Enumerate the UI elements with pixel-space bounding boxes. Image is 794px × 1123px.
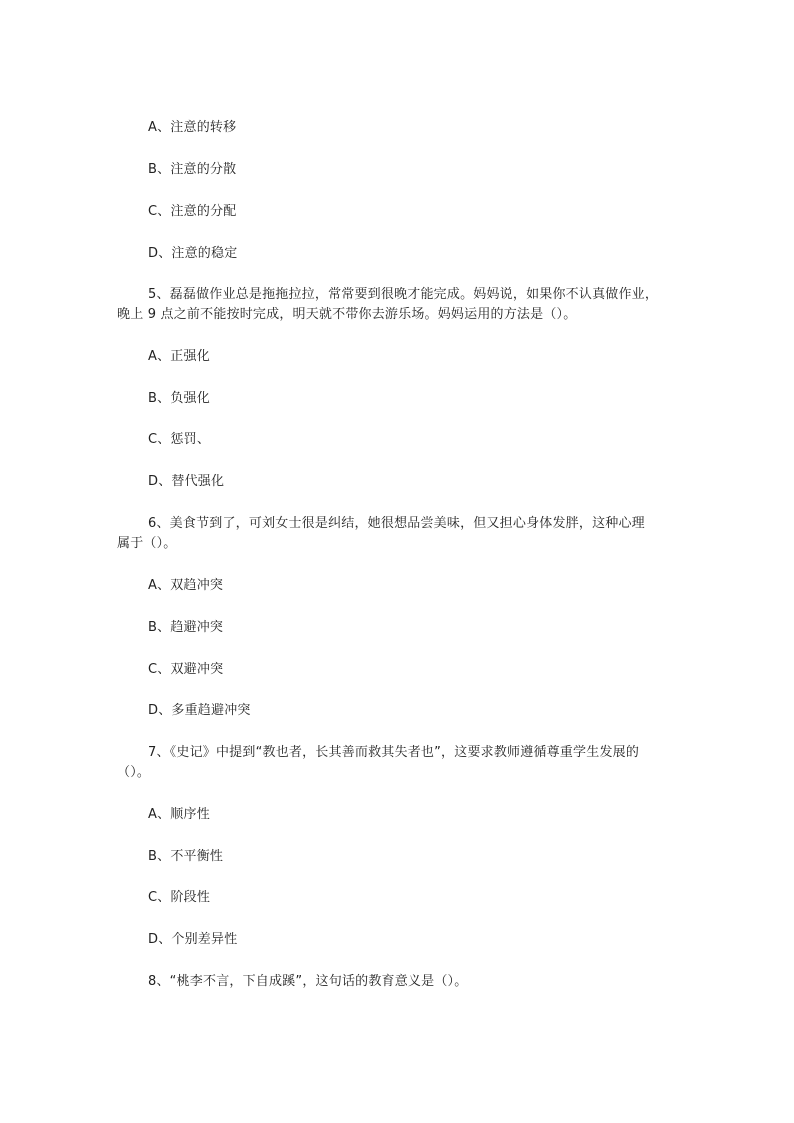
q6-stem-line1: 6、美食节到了，可刘女士很是纠结，她很想品尝美味，但又担心身体发胖，这种心理 [148, 516, 645, 531]
q5-stem-line2: 晚上 9 点之前不能按时完成，明天就不带你去游乐场。妈妈运用的方法是（）。 [117, 307, 577, 322]
q7-option-c: C、阶段性 [148, 890, 211, 905]
q5-option-d: D、替代强化 [148, 474, 225, 489]
q6-stem-line2: 属于（）。 [117, 536, 177, 551]
q4-option-b: B、注意的分散 [148, 162, 237, 177]
q4-option-d: D、注意的稳定 [148, 246, 238, 261]
q5-stem-line1: 5、磊磊做作业总是拖拖拉拉，常常要到很晚才能完成。妈妈说，如果你不认真做作业， [148, 287, 659, 302]
q4-option-a: A、注意的转移 [148, 120, 237, 135]
q7-stem-line2: （）。 [117, 765, 151, 780]
q7-option-b: B、不平衡性 [148, 849, 224, 864]
q7-stem-line1: 7、《史记》中提到“教也者，长其善而救其失者也”，这要求教师遵循尊重学生发展的 [148, 745, 640, 760]
q5-option-c: C、惩罚、 [148, 432, 211, 447]
q6-option-b: B、趋避冲突 [148, 620, 224, 635]
q7-option-a: A、顺序性 [148, 807, 210, 822]
q5-option-a: A、正强化 [148, 349, 210, 364]
q6-option-c: C、双避冲突 [148, 662, 224, 677]
q6-option-a: A、双趋冲突 [148, 578, 224, 593]
q7-option-d: D、个别差异性 [148, 932, 238, 947]
q5-option-b: B、负强化 [148, 391, 210, 406]
q8-stem-line1: 8、“桃李不言，下自成蹊”，这句话的教育意义是（）。 [148, 974, 468, 989]
q6-option-d: D、多重趋避冲突 [148, 703, 251, 718]
q4-option-c: C、注意的分配 [148, 204, 237, 219]
